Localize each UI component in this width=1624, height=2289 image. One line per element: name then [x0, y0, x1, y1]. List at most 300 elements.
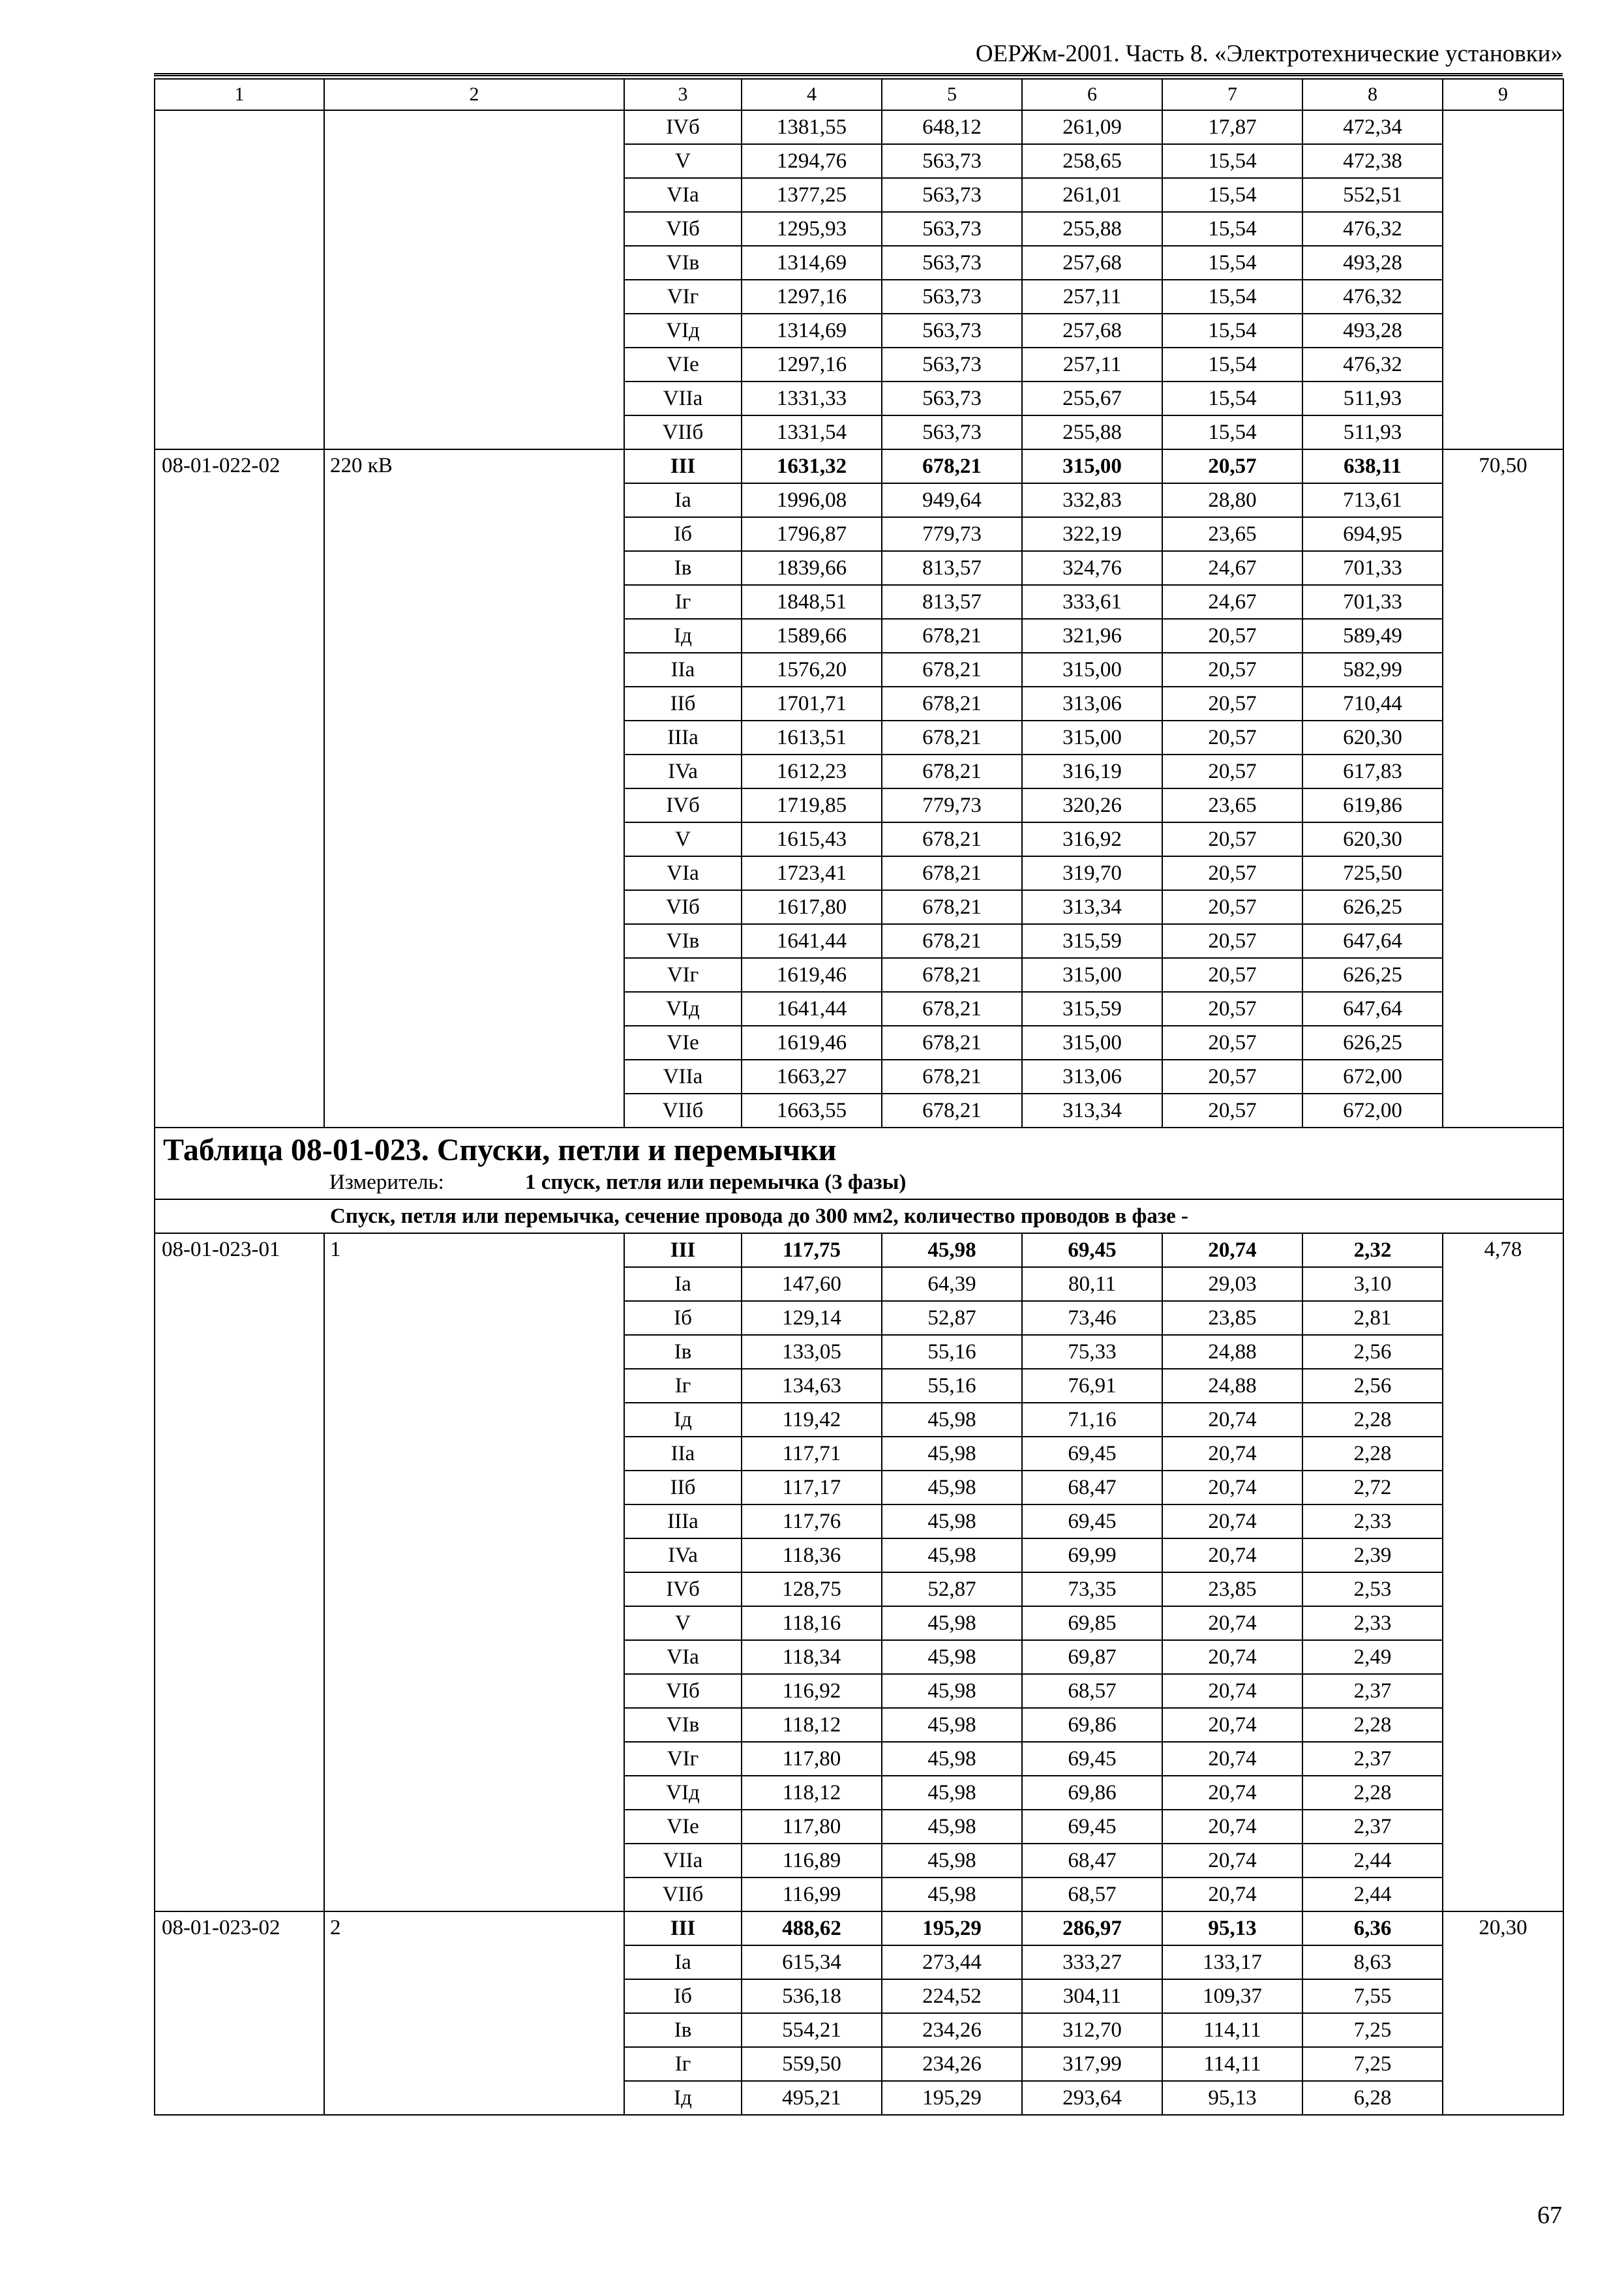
materials-cell: 2,33 — [1302, 1606, 1443, 1640]
materials-cell: 638,11 — [1302, 449, 1443, 483]
machines-cell: 315,59 — [1022, 924, 1162, 958]
machinist-wages-cell: 24,88 — [1162, 1335, 1302, 1369]
wages-cell: 678,21 — [882, 721, 1022, 755]
machinist-wages-cell: 95,13 — [1162, 1911, 1302, 1945]
machines-cell: 255,67 — [1022, 382, 1162, 415]
machinist-wages-cell: 20,74 — [1162, 1538, 1302, 1572]
materials-cell: 7,55 — [1302, 1979, 1443, 2013]
wages-cell: 45,98 — [882, 1538, 1022, 1572]
wages-cell: 563,73 — [882, 212, 1022, 246]
materials-cell: 476,32 — [1302, 280, 1443, 314]
machines-cell: 316,19 — [1022, 755, 1162, 788]
zone-cell: IVб — [624, 110, 742, 144]
machinist-wages-cell: 20,74 — [1162, 1606, 1302, 1640]
machines-cell: 73,46 — [1022, 1301, 1162, 1335]
materials-cell: 493,28 — [1302, 246, 1443, 280]
wages-cell: 949,64 — [882, 483, 1022, 517]
machines-cell: 313,06 — [1022, 1060, 1162, 1094]
header-rule — [154, 73, 1563, 76]
materials-cell: 647,64 — [1302, 924, 1443, 958]
machines-cell: 293,64 — [1022, 2081, 1162, 2115]
wages-cell: 563,73 — [882, 415, 1022, 449]
wages-cell: 678,21 — [882, 856, 1022, 890]
column-number: 9 — [1443, 79, 1563, 110]
machines-cell: 315,00 — [1022, 958, 1162, 992]
table-body-part2 — [155, 1128, 1563, 1233]
machines-cell: 69,45 — [1022, 1504, 1162, 1538]
zone-cell: Iб — [624, 517, 742, 551]
total-cell: 1719,85 — [742, 788, 882, 822]
materials-cell: 672,00 — [1302, 1094, 1443, 1128]
total-cell: 128,75 — [742, 1572, 882, 1606]
materials-cell: 2,72 — [1302, 1471, 1443, 1504]
zone-cell: VIe — [624, 1026, 742, 1060]
wages-cell: 813,57 — [882, 551, 1022, 585]
materials-cell: 694,95 — [1302, 517, 1443, 551]
total-cell: 1701,71 — [742, 687, 882, 721]
coefficient-cell — [1443, 110, 1563, 449]
zone-cell: IIб — [624, 1471, 742, 1504]
zone-cell: V — [624, 144, 742, 178]
zone-cell: Iб — [624, 1301, 742, 1335]
materials-cell: 7,25 — [1302, 2013, 1443, 2047]
page-number: 67 — [1537, 2202, 1562, 2229]
machinist-wages-cell: 20,74 — [1162, 1674, 1302, 1708]
machinist-wages-cell: 20,74 — [1162, 1233, 1302, 1267]
total-cell: 1631,32 — [742, 449, 882, 483]
materials-cell: 476,32 — [1302, 212, 1443, 246]
machinist-wages-cell: 20,57 — [1162, 992, 1302, 1026]
wages-cell: 563,73 — [882, 348, 1022, 382]
wages-cell: 678,21 — [882, 992, 1022, 1026]
column-number: 1 — [155, 79, 324, 110]
zone-cell: VIa — [624, 178, 742, 212]
total-cell: 134,63 — [742, 1369, 882, 1403]
machines-cell: 312,70 — [1022, 2013, 1162, 2047]
wages-cell: 678,21 — [882, 1026, 1022, 1060]
machinist-wages-cell: 15,54 — [1162, 280, 1302, 314]
zone-cell: VIд — [624, 314, 742, 348]
total-cell: 1589,66 — [742, 619, 882, 653]
materials-cell: 617,83 — [1302, 755, 1443, 788]
materials-cell: 2,28 — [1302, 1437, 1443, 1471]
zone-cell: Iд — [624, 619, 742, 653]
machines-cell: 286,97 — [1022, 1911, 1162, 1945]
wages-cell: 52,87 — [882, 1572, 1022, 1606]
zone-cell: IVб — [624, 1572, 742, 1606]
zone-cell: VIд — [624, 992, 742, 1026]
table-body-part3 — [155, 1233, 1563, 2115]
total-cell: 1615,43 — [742, 822, 882, 856]
wages-cell: 273,44 — [882, 1945, 1022, 1979]
materials-cell: 8,63 — [1302, 1945, 1443, 1979]
machinist-wages-cell: 23,65 — [1162, 788, 1302, 822]
materials-cell: 589,49 — [1302, 619, 1443, 653]
rate-code-cell — [155, 110, 324, 449]
zone-cell: Iд — [624, 2081, 742, 2115]
machines-cell: 69,86 — [1022, 1776, 1162, 1810]
total-cell: 118,16 — [742, 1606, 882, 1640]
wages-cell: 52,87 — [882, 1301, 1022, 1335]
machines-cell: 75,33 — [1022, 1335, 1162, 1369]
materials-cell: 2,53 — [1302, 1572, 1443, 1606]
total-cell: 559,50 — [742, 2047, 882, 2081]
total-cell: 1331,54 — [742, 415, 882, 449]
zone-cell: IVa — [624, 755, 742, 788]
machinist-wages-cell: 20,57 — [1162, 755, 1302, 788]
materials-cell: 2,44 — [1302, 1844, 1443, 1878]
zone-cell: IIIa — [624, 1504, 742, 1538]
wages-cell: 234,26 — [882, 2047, 1022, 2081]
wages-cell: 55,16 — [882, 1335, 1022, 1369]
machines-cell: 317,99 — [1022, 2047, 1162, 2081]
total-cell: 1641,44 — [742, 992, 882, 1026]
total-cell: 1314,69 — [742, 246, 882, 280]
machinist-wages-cell: 109,37 — [1162, 1979, 1302, 2013]
wages-cell: 678,21 — [882, 449, 1022, 483]
machines-cell: 69,45 — [1022, 1437, 1162, 1471]
machines-cell: 257,68 — [1022, 314, 1162, 348]
materials-cell: 701,33 — [1302, 551, 1443, 585]
zone-cell: VIв — [624, 246, 742, 280]
total-cell: 116,92 — [742, 1674, 882, 1708]
wages-cell: 45,98 — [882, 1742, 1022, 1776]
machines-cell: 315,00 — [1022, 653, 1162, 687]
zone-cell: Iв — [624, 2013, 742, 2047]
materials-cell: 472,38 — [1302, 144, 1443, 178]
wages-cell: 779,73 — [882, 788, 1022, 822]
machines-cell: 255,88 — [1022, 212, 1162, 246]
total-cell: 615,34 — [742, 1945, 882, 1979]
materials-cell: 476,32 — [1302, 348, 1443, 382]
machinist-wages-cell: 20,74 — [1162, 1504, 1302, 1538]
machinist-wages-cell: 15,54 — [1162, 382, 1302, 415]
machines-cell: 69,45 — [1022, 1233, 1162, 1267]
zone-cell: Iд — [624, 1403, 742, 1437]
materials-cell: 725,50 — [1302, 856, 1443, 890]
wages-cell: 55,16 — [882, 1369, 1022, 1403]
zone-cell: III — [624, 1911, 742, 1945]
running-header: ОЕРЖм-2001. Часть 8. «Электротехнические установки» — [975, 40, 1563, 67]
column-number: 5 — [882, 79, 1022, 110]
zone-cell: VIб — [624, 212, 742, 246]
wages-cell: 678,21 — [882, 958, 1022, 992]
machinist-wages-cell: 23,65 — [1162, 517, 1302, 551]
wages-cell: 678,21 — [882, 924, 1022, 958]
zone-cell: VIa — [624, 1640, 742, 1674]
total-cell: 117,80 — [742, 1810, 882, 1844]
materials-cell: 701,33 — [1302, 585, 1443, 619]
total-cell: 119,42 — [742, 1403, 882, 1437]
machinist-wages-cell: 15,54 — [1162, 348, 1302, 382]
zone-cell: VIe — [624, 1810, 742, 1844]
machinist-wages-cell: 20,74 — [1162, 1878, 1302, 1911]
materials-cell: 626,25 — [1302, 890, 1443, 924]
machines-cell: 315,59 — [1022, 992, 1162, 1026]
materials-cell: 2,28 — [1302, 1403, 1443, 1437]
machines-cell: 69,87 — [1022, 1640, 1162, 1674]
materials-cell: 2,56 — [1302, 1335, 1443, 1369]
machinist-wages-cell: 20,57 — [1162, 890, 1302, 924]
zone-cell: Iб — [624, 1979, 742, 2013]
machines-cell: 313,06 — [1022, 687, 1162, 721]
zone-cell: IIa — [624, 1437, 742, 1471]
total-cell: 1723,41 — [742, 856, 882, 890]
wages-cell: 45,98 — [882, 1504, 1022, 1538]
total-cell: 1996,08 — [742, 483, 882, 517]
column-number: 2 — [324, 79, 624, 110]
wages-cell: 45,98 — [882, 1437, 1022, 1471]
machinist-wages-cell: 15,54 — [1162, 415, 1302, 449]
machinist-wages-cell: 20,57 — [1162, 721, 1302, 755]
machinist-wages-cell: 114,11 — [1162, 2047, 1302, 2081]
materials-cell: 6,36 — [1302, 1911, 1443, 1945]
item-name-cell — [324, 110, 624, 449]
zone-cell: III — [624, 449, 742, 483]
wages-cell: 195,29 — [882, 2081, 1022, 2115]
machinist-wages-cell: 17,87 — [1162, 110, 1302, 144]
machinist-wages-cell: 20,57 — [1162, 1094, 1302, 1128]
machinist-wages-cell: 20,74 — [1162, 1640, 1302, 1674]
wages-cell: 45,98 — [882, 1708, 1022, 1742]
machinist-wages-cell: 20,57 — [1162, 822, 1302, 856]
zone-cell: VIб — [624, 1674, 742, 1708]
zone-cell: IIIa — [624, 721, 742, 755]
wages-cell: 678,21 — [882, 653, 1022, 687]
machinist-wages-cell: 15,54 — [1162, 246, 1302, 280]
total-cell: 1641,44 — [742, 924, 882, 958]
materials-cell: 493,28 — [1302, 314, 1443, 348]
machinist-wages-cell: 20,57 — [1162, 619, 1302, 653]
materials-cell: 511,93 — [1302, 415, 1443, 449]
table-row — [155, 110, 1563, 144]
table-row — [155, 449, 1563, 483]
zone-cell: VIб — [624, 890, 742, 924]
machinist-wages-cell: 15,54 — [1162, 314, 1302, 348]
machines-cell: 313,34 — [1022, 1094, 1162, 1128]
machines-cell: 257,11 — [1022, 348, 1162, 382]
machines-cell: 315,00 — [1022, 721, 1162, 755]
materials-cell: 619,86 — [1302, 788, 1443, 822]
total-cell: 117,17 — [742, 1471, 882, 1504]
zone-cell: III — [624, 1233, 742, 1267]
machinist-wages-cell: 24,88 — [1162, 1369, 1302, 1403]
machinist-wages-cell: 20,57 — [1162, 687, 1302, 721]
machinist-wages-cell: 28,80 — [1162, 483, 1302, 517]
total-cell: 1796,87 — [742, 517, 882, 551]
total-cell: 488,62 — [742, 1911, 882, 1945]
section-heading: Спуск, петля или перемычка, сечение провода до 300 мм2, количество проводов в фазе - — [155, 1199, 1563, 1233]
wages-cell: 779,73 — [882, 517, 1022, 551]
table-row — [155, 1233, 1563, 1267]
materials-cell: 2,32 — [1302, 1233, 1443, 1267]
materials-cell: 626,25 — [1302, 1026, 1443, 1060]
zone-cell: Iг — [624, 2047, 742, 2081]
materials-cell: 582,99 — [1302, 653, 1443, 687]
wages-cell: 563,73 — [882, 280, 1022, 314]
total-cell: 1619,46 — [742, 1026, 882, 1060]
coefficient-cell: 70,50 — [1443, 449, 1563, 1128]
wages-cell: 678,21 — [882, 890, 1022, 924]
machinist-wages-cell: 15,54 — [1162, 144, 1302, 178]
machines-cell: 73,35 — [1022, 1572, 1162, 1606]
machines-cell: 315,00 — [1022, 1026, 1162, 1060]
total-cell: 133,05 — [742, 1335, 882, 1369]
total-cell: 1381,55 — [742, 110, 882, 144]
wages-cell: 224,52 — [882, 1979, 1022, 2013]
total-cell: 536,18 — [742, 1979, 882, 2013]
total-cell: 1314,69 — [742, 314, 882, 348]
machinist-wages-cell: 23,85 — [1162, 1301, 1302, 1335]
wages-cell: 563,73 — [882, 178, 1022, 212]
machines-cell: 69,45 — [1022, 1810, 1162, 1844]
wages-cell: 195,29 — [882, 1911, 1022, 1945]
total-cell: 554,21 — [742, 2013, 882, 2047]
item-name-cell: 220 кВ — [324, 449, 624, 1128]
machines-cell: 320,26 — [1022, 788, 1162, 822]
machinist-wages-cell: 95,13 — [1162, 2081, 1302, 2115]
total-cell: 1576,20 — [742, 653, 882, 687]
wages-cell: 678,21 — [882, 619, 1022, 653]
total-cell: 1617,80 — [742, 890, 882, 924]
total-cell: 495,21 — [742, 2081, 882, 2115]
zone-cell: Iв — [624, 551, 742, 585]
materials-cell: 2,37 — [1302, 1810, 1443, 1844]
wages-cell: 45,98 — [882, 1674, 1022, 1708]
zone-cell: Ia — [624, 1267, 742, 1301]
machinist-wages-cell: 20,57 — [1162, 653, 1302, 687]
total-cell: 117,80 — [742, 1742, 882, 1776]
zone-cell: VIIб — [624, 415, 742, 449]
materials-cell: 626,25 — [1302, 958, 1443, 992]
materials-cell: 2,49 — [1302, 1640, 1443, 1674]
materials-cell: 511,93 — [1302, 382, 1443, 415]
total-cell: 117,71 — [742, 1437, 882, 1471]
machines-cell: 333,61 — [1022, 585, 1162, 619]
zone-cell: VIг — [624, 1742, 742, 1776]
total-cell: 1848,51 — [742, 585, 882, 619]
wages-cell: 45,98 — [882, 1403, 1022, 1437]
wages-cell: 45,98 — [882, 1810, 1022, 1844]
table-title: Таблица 08-01-023. Спуски, петли и перемычки — [163, 1133, 837, 1167]
machinist-wages-cell: 20,74 — [1162, 1471, 1302, 1504]
zone-cell: VIд — [624, 1776, 742, 1810]
machinist-wages-cell: 29,03 — [1162, 1267, 1302, 1301]
zone-cell: VIe — [624, 348, 742, 382]
machines-cell: 261,01 — [1022, 178, 1162, 212]
machines-cell: 257,68 — [1022, 246, 1162, 280]
machinist-wages-cell: 20,74 — [1162, 1708, 1302, 1742]
machines-cell: 69,45 — [1022, 1742, 1162, 1776]
machines-cell: 71,16 — [1022, 1403, 1162, 1437]
table-body-part1 — [155, 79, 1563, 1128]
zone-cell: Iг — [624, 1369, 742, 1403]
wages-cell: 563,73 — [882, 382, 1022, 415]
wages-cell: 45,98 — [882, 1776, 1022, 1810]
total-cell: 118,12 — [742, 1708, 882, 1742]
wages-cell: 678,21 — [882, 755, 1022, 788]
machines-cell: 304,11 — [1022, 1979, 1162, 2013]
total-cell: 117,75 — [742, 1233, 882, 1267]
zone-cell: Ia — [624, 483, 742, 517]
wages-cell: 563,73 — [882, 144, 1022, 178]
zone-cell: V — [624, 1606, 742, 1640]
machinist-wages-cell: 20,74 — [1162, 1810, 1302, 1844]
total-cell: 1297,16 — [742, 280, 882, 314]
machinist-wages-cell: 20,74 — [1162, 1742, 1302, 1776]
wages-cell: 45,98 — [882, 1878, 1022, 1911]
total-cell: 1613,51 — [742, 721, 882, 755]
machines-cell: 69,99 — [1022, 1538, 1162, 1572]
machines-cell: 315,00 — [1022, 449, 1162, 483]
materials-cell: 7,25 — [1302, 2047, 1443, 2081]
total-cell: 117,76 — [742, 1504, 882, 1538]
zone-cell: VIIa — [624, 382, 742, 415]
wages-cell: 563,73 — [882, 314, 1022, 348]
materials-cell: 672,00 — [1302, 1060, 1443, 1094]
machines-cell: 324,76 — [1022, 551, 1162, 585]
machinist-wages-cell: 24,67 — [1162, 551, 1302, 585]
machines-cell: 316,92 — [1022, 822, 1162, 856]
column-number: 7 — [1162, 79, 1302, 110]
wages-cell: 563,73 — [882, 246, 1022, 280]
wages-cell: 45,98 — [882, 1233, 1022, 1267]
table-title-row — [155, 1128, 1563, 1199]
materials-cell: 2,56 — [1302, 1369, 1443, 1403]
total-cell: 116,89 — [742, 1844, 882, 1878]
total-cell: 1839,66 — [742, 551, 882, 585]
zone-cell: VIa — [624, 856, 742, 890]
materials-cell: 2,28 — [1302, 1776, 1443, 1810]
machinist-wages-cell: 20,74 — [1162, 1437, 1302, 1471]
machinist-wages-cell: 24,67 — [1162, 585, 1302, 619]
column-number: 4 — [742, 79, 882, 110]
machinist-wages-cell: 114,11 — [1162, 2013, 1302, 2047]
machines-cell: 333,27 — [1022, 1945, 1162, 1979]
zone-cell: IVб — [624, 788, 742, 822]
column-number-row — [155, 79, 1563, 110]
materials-cell: 620,30 — [1302, 822, 1443, 856]
machinist-wages-cell: 20,57 — [1162, 958, 1302, 992]
zone-cell: IIб — [624, 687, 742, 721]
coefficient-cell: 20,30 — [1443, 1911, 1563, 2115]
coefficient-cell: 4,78 — [1443, 1233, 1563, 1911]
meter-value: 1 спуск, петля или перемычка (3 фазы) — [525, 1171, 907, 1194]
machines-cell: 321,96 — [1022, 619, 1162, 653]
item-name-cell: 2 — [324, 1911, 624, 2115]
machines-cell: 255,88 — [1022, 415, 1162, 449]
table-row — [155, 1911, 1563, 1945]
table-title-cell — [155, 1128, 1563, 1199]
machinist-wages-cell: 20,74 — [1162, 1776, 1302, 1810]
rate-code-cell: 08-01-023-02 — [155, 1911, 324, 2115]
zone-cell: IIa — [624, 653, 742, 687]
column-number: 3 — [624, 79, 742, 110]
materials-cell: 3,10 — [1302, 1267, 1443, 1301]
materials-cell: 552,51 — [1302, 178, 1443, 212]
total-cell: 118,34 — [742, 1640, 882, 1674]
machinist-wages-cell: 23,85 — [1162, 1572, 1302, 1606]
column-number: 8 — [1302, 79, 1443, 110]
machines-cell: 80,11 — [1022, 1267, 1162, 1301]
wages-cell: 813,57 — [882, 585, 1022, 619]
machines-cell: 313,34 — [1022, 890, 1162, 924]
machinist-wages-cell: 20,74 — [1162, 1844, 1302, 1878]
machines-cell: 69,86 — [1022, 1708, 1162, 1742]
machinist-wages-cell: 20,57 — [1162, 1060, 1302, 1094]
materials-cell: 2,28 — [1302, 1708, 1443, 1742]
zone-cell: IVa — [624, 1538, 742, 1572]
